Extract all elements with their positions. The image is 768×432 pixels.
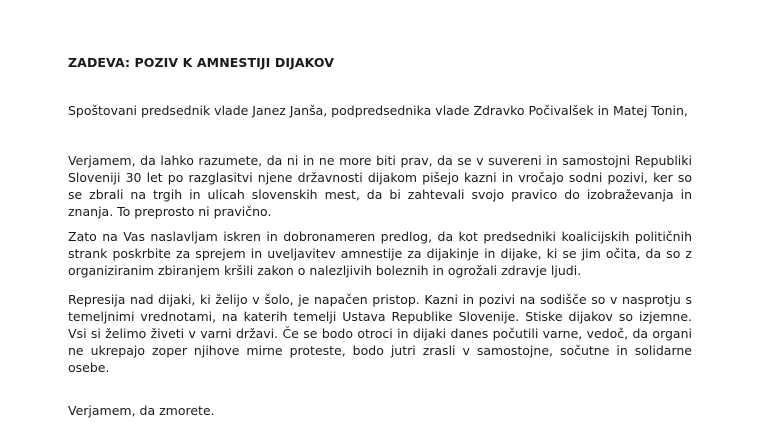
letter-paragraph-2: Zato na Vas naslavljam iskren in dobronameren predlog, da kot predsedniki koalicijskih političnih strank poskrbite za sprejem in uveljavitev amnestije za dijakinje in dijake, ki se jim očita, da so z organiziranim zbiranjem kršili zakon o nalezljivih boleznih in ogrožali zdravje ljudi. bbox=[68, 229, 692, 278]
letter-subject: ZADEVA: POZIV K AMNESTIJI DIJAKOV bbox=[68, 55, 334, 70]
letter-closing: Verjamem, da zmorete. bbox=[68, 403, 215, 418]
letter-paragraph-3: Represija nad dijaki, ki želijo v šolo, je napačen pristop. Kazni in pozivi na sodišče so v nasprotju s temeljnimi vrednotami, na katerih temelji Ustava Republike Slovenije. Stiske dijakov so izjemne. Vsi si želimo živeti v varni državi. Če se bodo otroci in dijaki danes počutili varne, vedoč, da organi ne ukrepajo zoper njihove mirne proteste, bodo jutri zrasli v samostojne, sočutne in solidarne osebe. bbox=[68, 292, 692, 375]
letter-greeting: Spoštovani predsednik vlade Janez Janša, podpredsednika vlade Zdravko Počivalšek in Matej Tonin, bbox=[68, 103, 688, 118]
letter-paragraph-1: Verjamem, da lahko razumete, da ni in ne more biti prav, da se v suvereni in samostojni Republiki Sloveniji 30 let po razglasitvi njene državnosti dijakom pišejo kazni in vročajo sodni pozivi, ker so se zbrali na trgih in ulicah slovenskih mest, da bi zahtevali svojo pravico do izobraževanja in znanja. To preprosto ni pravično. bbox=[68, 153, 692, 219]
